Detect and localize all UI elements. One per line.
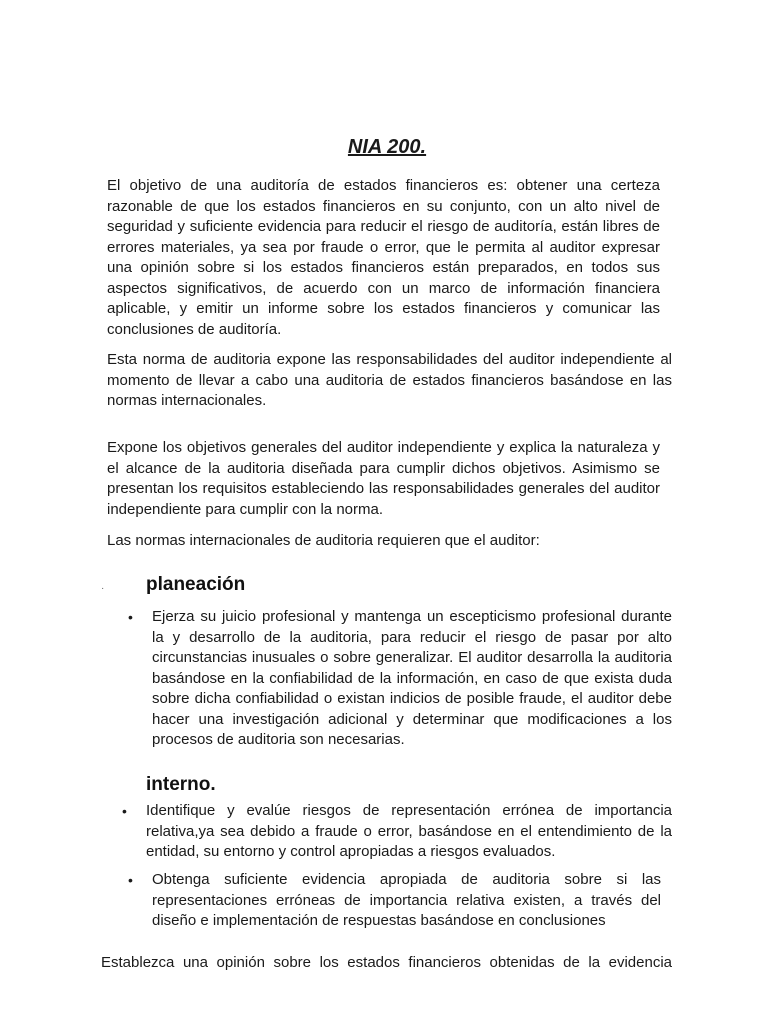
- paragraph-requirements-intro: Las normas internacionales de auditoria requieren que el auditor:: [107, 532, 540, 549]
- bullet-item-juicio: Ejerza su juicio profesional y mantenga un escepticismo profesional durante la y desarrollo de la auditoria, para reducir el riesgo de pasar por alto circunstancias inusuales o sobre generalizar. El auditor desarrolla la auditoria basándose en la confiabilidad de la información, en caso de que exista duda sobre dicha confiabilidad o existan indicios de posible fraude, el auditor debe hacer una investigación adicional y determinar que modificaciones a los procesos de auditoria son necesarias.: [152, 608, 672, 748]
- paragraph-objective: El objetivo de una auditoría de estados financieros es: obtener una certeza razonable de que los estados financieros en su conjunto, con un alto nivel de seguridad y suficiente evidencia para reducir el riesgo de auditoría, están libres de errores materiales, ya sea por fraude o error, que le permita al auditor expresar una opinión sobre si los estados financieros están preparados, en todos sus aspectos significativos, de acuerdo con un marco de información financiera aplicable, y emitir un informe sobre los estados financieros y comunicar las conclusiones de auditoría.: [107, 177, 660, 338]
- bullet-item-identifique: Identifique y evalúe riesgos de representación errónea de importancia relativa,ya sea debido a fraude o error, basándose en el entendimiento de la entidad, su entorno y control apropiadas a riesgos evaluados.: [146, 802, 672, 860]
- section-heading-interno: interno.: [146, 774, 216, 795]
- bullet-icon: •: [122, 803, 127, 819]
- document-title: NIA 200.: [347, 136, 427, 158]
- bullet-item-obtenga: Obtenga suficiente evidencia apropiada de auditoria sobre si las representaciones erróneas de importancia relativa existen, a través del diseño e implementación de respuestas basándose en conclusiones: [152, 871, 661, 929]
- paragraph-general-objectives: Expone los objetivos generales del auditor independiente y explica la naturaleza y el alcance de la auditoria diseñada para cumplir dichos objetivos. Asimismo se presentan los requisitos estableciendo las responsabilidades generales del auditor independiente para cumplir con la norma.: [107, 439, 660, 518]
- section-heading-planeacion: planeación: [146, 574, 246, 595]
- bullet-icon: •: [128, 609, 133, 625]
- paragraph-responsibilities: Esta norma de auditoria expone las responsabilidades del auditor independiente al momento de llevar a cabo una auditoria de estados financieros basándose en las normas internacionales.: [107, 351, 672, 409]
- stray-marker: ·: [101, 583, 105, 594]
- bullet-icon: •: [128, 872, 133, 888]
- paragraph-closing: Establezca una opinión sobre los estados financieros obtenidas de la evidencia: [101, 954, 672, 971]
